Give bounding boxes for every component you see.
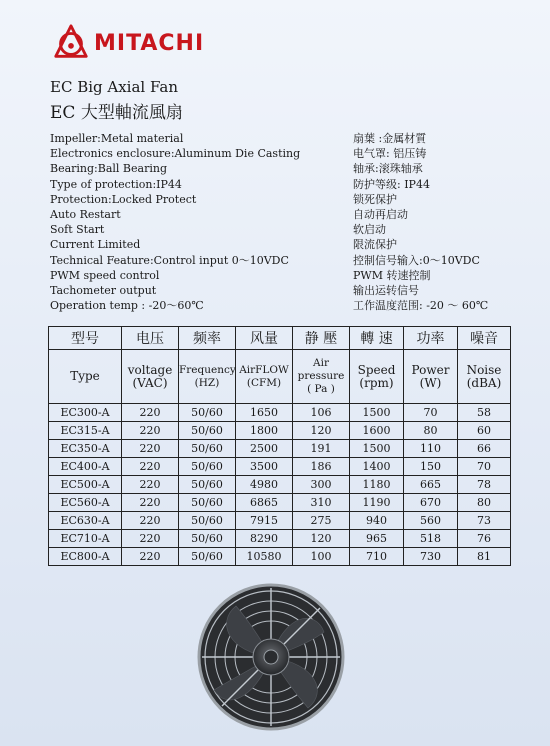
table-cell: 150 bbox=[404, 458, 458, 476]
table-cell: 4980 bbox=[236, 476, 293, 494]
spec-row bbox=[50, 237, 510, 252]
column-header-chinese: 轉 速 bbox=[350, 327, 404, 350]
table-cell: 940 bbox=[350, 512, 404, 530]
table-row bbox=[49, 476, 511, 494]
table-row bbox=[49, 512, 511, 530]
column-header-english bbox=[404, 350, 458, 404]
brand-name: MITACHI bbox=[94, 30, 205, 56]
table-cell: 2500 bbox=[236, 440, 293, 458]
table-cell: 70 bbox=[404, 404, 458, 422]
spec-row bbox=[50, 207, 510, 222]
spec-chinese: 扇葉 :金属材質 bbox=[353, 132, 427, 145]
brand-logo bbox=[52, 24, 204, 62]
spec-english: Impeller:Metal material bbox=[50, 132, 184, 145]
column-header-chinese: 风量 bbox=[236, 327, 293, 350]
header-line: (rpm) bbox=[359, 375, 394, 390]
table-row bbox=[49, 530, 511, 548]
column-header-english bbox=[458, 350, 511, 404]
table-cell: 78 bbox=[458, 476, 511, 494]
header-line: Type bbox=[70, 369, 100, 383]
spec-chinese: 输出运转信号 bbox=[353, 283, 419, 297]
spec-english: Operation temp : -20～60℃ bbox=[50, 299, 204, 313]
spec-chinese: 电气罩: 铝压铸 bbox=[353, 147, 427, 161]
table-cell: 1500 bbox=[350, 404, 404, 422]
title-english: EC Big Axial Fan bbox=[50, 78, 178, 96]
header-line: AirFLOW bbox=[239, 363, 289, 376]
table-cell: 220 bbox=[122, 548, 179, 566]
table-cell: 560 bbox=[404, 512, 458, 530]
model-cell: EC500-A bbox=[49, 476, 122, 494]
table-cell: 50/60 bbox=[179, 422, 236, 440]
spec-table bbox=[48, 326, 511, 566]
table-cell: 710 bbox=[350, 548, 404, 566]
spec-row bbox=[50, 161, 510, 176]
fan-image bbox=[196, 582, 346, 732]
column-header-english bbox=[350, 350, 404, 404]
header-line: (HZ) bbox=[194, 376, 220, 389]
column-header-english bbox=[49, 350, 122, 404]
header-line: voltage bbox=[127, 362, 173, 377]
table-cell: 1800 bbox=[236, 422, 293, 440]
spec-english: Electronics enclosure:Aluminum Die Casting bbox=[50, 147, 301, 161]
column-header-chinese: 静 壓 bbox=[293, 327, 350, 350]
spec-chinese: 锁死保护 bbox=[353, 192, 397, 206]
table-cell: 665 bbox=[404, 476, 458, 494]
spec-row bbox=[50, 222, 510, 237]
table-cell: 6865 bbox=[236, 494, 293, 512]
spec-chinese: 软启动 bbox=[353, 223, 386, 237]
table-cell: 220 bbox=[122, 440, 179, 458]
table-cell: 220 bbox=[122, 476, 179, 494]
table-cell: 60 bbox=[458, 422, 511, 440]
table-cell: 1190 bbox=[350, 494, 404, 512]
title-chinese: EC 大型軸流風扇 bbox=[50, 103, 183, 123]
column-header-english bbox=[236, 350, 293, 404]
table-cell: 106 bbox=[293, 404, 350, 422]
table-cell: 58 bbox=[458, 404, 511, 422]
spec-row bbox=[50, 146, 510, 161]
header-line: (dBA) bbox=[466, 375, 502, 390]
spec-chinese: 轴承:滚珠轴承 bbox=[353, 162, 423, 176]
table-cell: 50/60 bbox=[179, 548, 236, 566]
table-row bbox=[49, 548, 511, 566]
table-row bbox=[49, 440, 511, 458]
model-cell: EC350-A bbox=[49, 440, 122, 458]
table-cell: 50/60 bbox=[179, 494, 236, 512]
spec-chinese: 自动再启动 bbox=[353, 207, 408, 221]
spec-row bbox=[50, 177, 510, 192]
table-cell: 80 bbox=[458, 494, 511, 512]
spec-chinese: 控制信号输入:0～10VDC bbox=[353, 253, 480, 267]
column-header-english bbox=[293, 350, 350, 404]
header-line: ( Pa ) bbox=[307, 383, 335, 395]
spec-row bbox=[50, 131, 510, 146]
table-cell: 1400 bbox=[350, 458, 404, 476]
table-cell: 186 bbox=[293, 458, 350, 476]
table-cell: 220 bbox=[122, 422, 179, 440]
header-line: Speed bbox=[357, 362, 396, 377]
column-header-chinese: 功率 bbox=[404, 327, 458, 350]
table-cell: 1500 bbox=[350, 440, 404, 458]
table-cell: 275 bbox=[293, 512, 350, 530]
column-header-english bbox=[179, 350, 236, 404]
spec-row bbox=[50, 298, 510, 313]
table-cell: 965 bbox=[350, 530, 404, 548]
column-header-english bbox=[122, 350, 179, 404]
model-cell: EC710-A bbox=[49, 530, 122, 548]
table-cell: 3500 bbox=[236, 458, 293, 476]
spec-row bbox=[50, 192, 510, 207]
table-cell: 310 bbox=[293, 494, 350, 512]
mitachi-logo-icon bbox=[52, 24, 90, 62]
header-line: (CFM) bbox=[246, 376, 282, 389]
table-cell: 8290 bbox=[236, 530, 293, 548]
spec-english: Tachometer output bbox=[50, 283, 157, 297]
table-cell: 80 bbox=[404, 422, 458, 440]
table-cell: 670 bbox=[404, 494, 458, 512]
table-cell: 120 bbox=[293, 530, 350, 548]
spec-row bbox=[50, 268, 510, 283]
table-cell: 730 bbox=[404, 548, 458, 566]
header-line: Air bbox=[313, 357, 329, 369]
table-cell: 1650 bbox=[236, 404, 293, 422]
header-line: (W) bbox=[419, 375, 442, 390]
spec-list bbox=[50, 131, 510, 313]
model-cell: EC400-A bbox=[49, 458, 122, 476]
header-row-english bbox=[49, 350, 511, 404]
spec-english: PWM speed control bbox=[50, 268, 160, 282]
header-line: pressure bbox=[297, 370, 345, 382]
model-cell: EC800-A bbox=[49, 548, 122, 566]
table-row bbox=[49, 494, 511, 512]
table-cell: 81 bbox=[458, 548, 511, 566]
column-header-chinese: 频率 bbox=[179, 327, 236, 350]
table-cell: 66 bbox=[458, 440, 511, 458]
table-cell: 50/60 bbox=[179, 404, 236, 422]
model-cell: EC315-A bbox=[49, 422, 122, 440]
table-cell: 220 bbox=[122, 458, 179, 476]
spec-chinese: PWM 转速控制 bbox=[353, 268, 431, 282]
table-row bbox=[49, 422, 511, 440]
spec-english: Soft Start bbox=[50, 223, 105, 237]
header-line: Noise bbox=[466, 362, 502, 377]
table-cell: 191 bbox=[293, 440, 350, 458]
spec-english: Protection:Locked Protect bbox=[50, 192, 197, 206]
model-cell: EC300-A bbox=[49, 404, 122, 422]
table-cell: 1600 bbox=[350, 422, 404, 440]
spec-row bbox=[50, 283, 510, 298]
header-row-chinese bbox=[49, 327, 511, 350]
table-cell: 7915 bbox=[236, 512, 293, 530]
table-cell: 110 bbox=[404, 440, 458, 458]
spec-english: Auto Restart bbox=[50, 207, 121, 221]
table-cell: 50/60 bbox=[179, 458, 236, 476]
table-cell: 220 bbox=[122, 494, 179, 512]
table-cell: 50/60 bbox=[179, 440, 236, 458]
spec-chinese: 限流保护 bbox=[353, 238, 397, 252]
spec-english: Bearing:Ball Bearing bbox=[50, 162, 167, 176]
spec-chinese: 工作温度范围: -20 ～ 60℃ bbox=[353, 299, 489, 313]
spec-english: Current Limited bbox=[50, 238, 141, 252]
table-cell: 1180 bbox=[350, 476, 404, 494]
table-cell: 73 bbox=[458, 512, 511, 530]
spec-chinese: 防护等级: IP44 bbox=[353, 177, 430, 191]
table-row bbox=[49, 404, 511, 422]
table-cell: 120 bbox=[293, 422, 350, 440]
table-cell: 76 bbox=[458, 530, 511, 548]
table-row bbox=[49, 458, 511, 476]
column-header-chinese: 噪音 bbox=[458, 327, 511, 350]
table-cell: 50/60 bbox=[179, 512, 236, 530]
spec-english: Type of protection:IP44 bbox=[50, 177, 182, 191]
table-cell: 50/60 bbox=[179, 530, 236, 548]
table-cell: 70 bbox=[458, 458, 511, 476]
table-cell: 220 bbox=[122, 512, 179, 530]
table-cell: 220 bbox=[122, 530, 179, 548]
spec-row bbox=[50, 253, 510, 268]
model-cell: EC560-A bbox=[49, 494, 122, 512]
table-cell: 300 bbox=[293, 476, 350, 494]
table-cell: 100 bbox=[293, 548, 350, 566]
header-line: (VAC) bbox=[132, 375, 168, 390]
table-cell: 518 bbox=[404, 530, 458, 548]
table-cell: 10580 bbox=[236, 548, 293, 566]
header-line: Power bbox=[411, 362, 450, 377]
table-cell: 220 bbox=[122, 404, 179, 422]
column-header-chinese: 电压 bbox=[122, 327, 179, 350]
model-cell: EC630-A bbox=[49, 512, 122, 530]
spec-english: Technical Feature:Control input 0～10VDC bbox=[50, 253, 289, 267]
table-cell: 50/60 bbox=[179, 476, 236, 494]
header-line: Frequency bbox=[179, 363, 236, 376]
column-header-chinese: 型号 bbox=[49, 327, 122, 350]
